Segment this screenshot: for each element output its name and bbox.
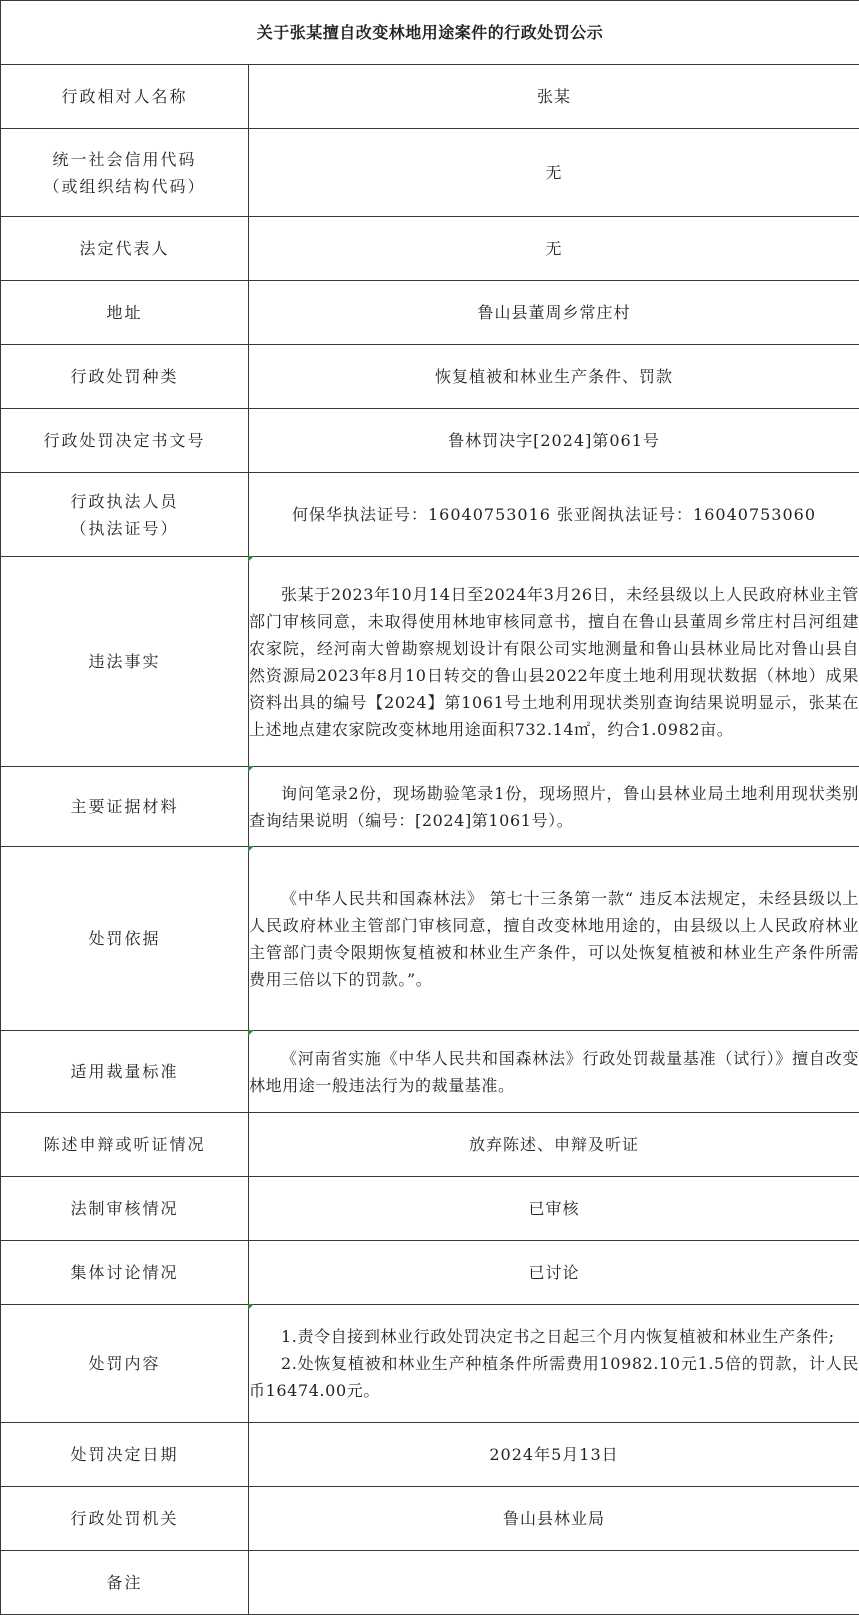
row-value-penalty-type: 恢复植被和林业生产条件、罚款 xyxy=(249,345,859,409)
row-value-address: 鲁山县董周乡常庄村 xyxy=(249,281,859,345)
row-label-hearing: 陈述申辩或听证情况 xyxy=(1,1113,249,1177)
row-label-decision-number: 行政处罚决定书文号 xyxy=(1,409,249,473)
discretion-paragraph: 《河南省实施《中华人民共和国森林法》行政处罚裁量基准（试行）》擅自改变林地用途一般违法行为的裁量基准。 xyxy=(249,1045,859,1099)
row-value-credit-code: 无 xyxy=(249,129,859,217)
table-row xyxy=(1,847,859,1031)
row-value-penalty-content xyxy=(249,1305,859,1423)
row-value-remarks xyxy=(249,1551,859,1615)
row-value-group-discussion: 已讨论 xyxy=(249,1241,859,1305)
row-label-authority: 行政处罚机关 xyxy=(1,1487,249,1551)
row-value-officers: 何保华执法证号：16040753016 张亚阁执法证号：16040753060 xyxy=(249,473,859,557)
table-row xyxy=(1,345,859,409)
row-value-party-name: 张某 xyxy=(249,65,859,129)
row-label-legal-basis: 处罚依据 xyxy=(1,847,249,1031)
table-row xyxy=(1,65,859,129)
page-title: 关于张某擅自改变林地用途案件的行政处罚公示 xyxy=(1,1,859,65)
row-label-credit-code xyxy=(1,129,249,217)
row-label-address: 地址 xyxy=(1,281,249,345)
label-line: 行政执法人员 xyxy=(1,488,248,515)
legal-basis-paragraph: 《中华人民共和国森林法》 第七十三条第一款“ 违反本法规定，未经县级以上人民政府林业主管部门审核同意，擅自改变林地用途的，由县级以上人民政府林业主管部门责令限期恢复植被和林业生产条件，可以处恢复植被和林业生产条件所需费用三倍以下的罚款。”。 xyxy=(249,885,859,993)
row-label-legal-rep: 法定代表人 xyxy=(1,217,249,281)
evidence-paragraph: 询问笔录2份，现场勘验笔录1份，现场照片，鲁山县林业局土地利用现状类别查询结果说明（编号：[2024]第1061号）。 xyxy=(249,780,859,834)
table-row xyxy=(1,129,859,217)
row-label-party-name: 行政相对人名称 xyxy=(1,65,249,129)
table-row xyxy=(1,1487,859,1551)
table-row xyxy=(1,767,859,847)
table-row xyxy=(1,1113,859,1177)
row-value-discretion-standard xyxy=(249,1031,859,1113)
row-value-decision-number: 鲁林罚决字[2024]第061号 xyxy=(249,409,859,473)
row-label-decision-date: 处罚决定日期 xyxy=(1,1423,249,1487)
table-row xyxy=(1,473,859,557)
table-row xyxy=(1,1551,859,1615)
table-row xyxy=(1,1031,859,1113)
table-row xyxy=(1,217,859,281)
table-row xyxy=(1,1177,859,1241)
row-value-legal-basis xyxy=(249,847,859,1031)
row-label-legal-review: 法制审核情况 xyxy=(1,1177,249,1241)
row-value-evidence xyxy=(249,767,859,847)
penalty-item-2: 2.处恢复植被和林业生产种植条件所需费用10982.10元1.5倍的罚款，计人民币16474.00元。 xyxy=(249,1350,859,1404)
row-label-group-discussion: 集体讨论情况 xyxy=(1,1241,249,1305)
table-row xyxy=(1,409,859,473)
penalty-item-1: 1.责令自接到林业行政处罚决定书之日起三个月内恢复植被和林业生产条件; xyxy=(249,1323,859,1350)
row-value-hearing: 放弃陈述、申辩及听证 xyxy=(249,1113,859,1177)
table-row xyxy=(1,1423,859,1487)
row-label-facts: 违法事实 xyxy=(1,557,249,767)
title-row xyxy=(1,1,859,65)
row-label-discretion-standard: 适用裁量标准 xyxy=(1,1031,249,1113)
table-row xyxy=(1,1305,859,1423)
row-value-legal-rep: 无 xyxy=(249,217,859,281)
row-label-penalty-type: 行政处罚种类 xyxy=(1,345,249,409)
row-label-evidence: 主要证据材料 xyxy=(1,767,249,847)
table-row xyxy=(1,281,859,345)
table-row xyxy=(1,1241,859,1305)
row-value-authority: 鲁山县林业局 xyxy=(249,1487,859,1551)
label-line: （或组织结构代码） xyxy=(1,173,248,200)
row-value-decision-date: 2024年5月13日 xyxy=(249,1423,859,1487)
row-label-officers xyxy=(1,473,249,557)
row-label-remarks: 备注 xyxy=(1,1551,249,1615)
row-label-penalty-content: 处罚内容 xyxy=(1,1305,249,1423)
row-value-facts xyxy=(249,557,859,767)
table-row xyxy=(1,557,859,767)
row-value-legal-review: 已审核 xyxy=(249,1177,859,1241)
label-line: （执法证号） xyxy=(1,515,248,542)
facts-paragraph: 张某于2023年10月14日至2024年3月26日，未经县级以上人民政府林业主管部门审核同意，未取得使用林地审核同意书，擅自在鲁山县董周乡常庄村吕河组建农家院，经河南大曾勘察规划设计有限公司实地测量和鲁山县林业局比对鲁山县自然资源局2023年8月10日转交的鲁山县2022年度土地利用现状数据（林地）成果资料出具的编号【2024】第1061号土地利用现状类别查询结果说明显示，张某在上述地点建农家院改变林地用途面积732.14㎡，约合1.0982亩。 xyxy=(249,581,859,743)
label-line: 统一社会信用代码 xyxy=(1,146,248,173)
